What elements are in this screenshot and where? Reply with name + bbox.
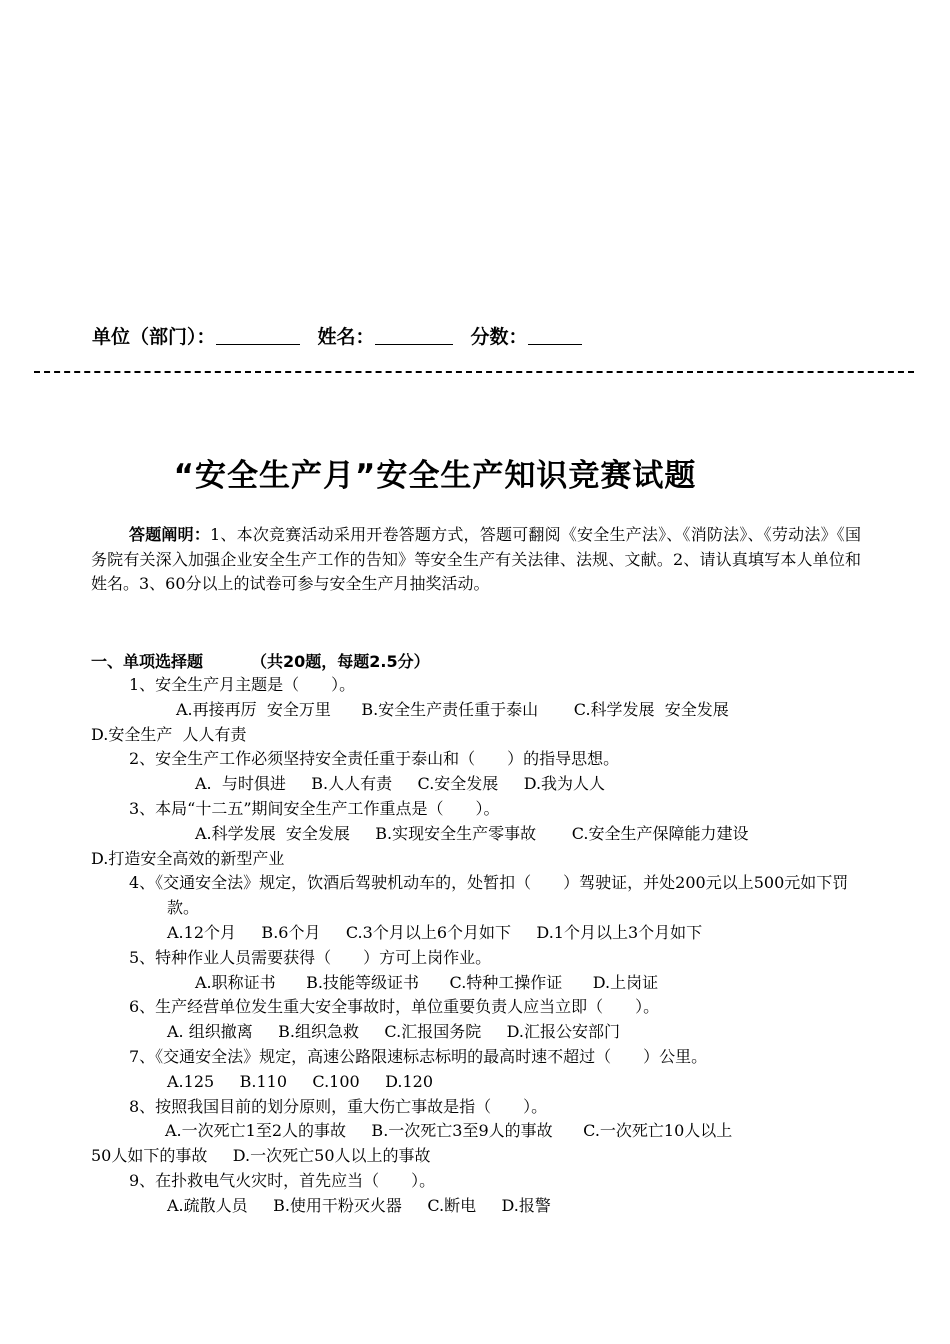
question-list (91, 673, 863, 1219)
question-stem: 2、安全生产工作必须坚持安全责任重于泰山和（ ）的指导思想。 (129, 749, 620, 769)
unit-blank[interactable] (216, 326, 300, 345)
exam-title: “安全生产月”安全生产知识竞赛试题 (173, 458, 697, 494)
section-heading (91, 649, 430, 672)
question-options: A. 组织撤离 B.组织急救 C.汇报国务院 D.汇报公安部门 (167, 1022, 620, 1042)
section-subtitle: （共20题，每题2.5分） (251, 652, 430, 671)
score-label: 分数： (470, 326, 528, 348)
instructions-text: 1、本次竞赛活动采用开卷答题方式，答题可翻阅《安全生产法》、《消防法》、《劳动法》《国务院有关深入加强企业安全生产工作的告知》等安全生产有关法律、法规、文献。2、请认真填写本人单位和姓名。3、60分以上的试卷可参与安全生产月抽奖活动。 (91, 525, 861, 593)
question-options: A. 与时俱进 B.人人有责 C.安全发展 D.我为人人 (195, 774, 606, 794)
instructions-label: 答题阐明： (129, 525, 211, 544)
question-stem: 8、按照我国目前的划分原则，重大伤亡事故是指（ ）。 (129, 1096, 548, 1116)
question-stem: 1、安全生产月主题是（ ）。 (129, 675, 356, 694)
question-stem: 7、《交通安全法》规定，高速公路限速标志标明的最高时速不超过（ ）公里。 (129, 1046, 708, 1066)
instructions (91, 523, 861, 597)
score-blank[interactable] (528, 326, 582, 345)
question-options: A.125 B.110 C.100 D.120 (167, 1071, 434, 1091)
question-stem: 3、本局“十二五”期间安全生产工作重点是（ ）。 (129, 798, 500, 818)
question-options: A.12个月 B.6个月 C.3个月以上6个月如下 D.1个月以上3个月如下 (167, 922, 703, 942)
question-stem: 5、特种作业人员需要获得（ ）方可上岗作业。 (129, 947, 492, 967)
unit-label: 单位（部门）： (92, 326, 216, 348)
question-options-continued: D.打造安全高效的新型产业 (91, 848, 285, 868)
question-options: A.职称证书 B.技能等级证书 C.特种工操作证 D.上岗证 (195, 972, 659, 992)
question-options: A.科学发展 安全发展 B.实现安全生产零事故 C.安全生产保障能力建设 (195, 823, 749, 843)
name-label: 姓名： (317, 326, 375, 348)
question-options: A.一次死亡1至2人的事故 B.一次死亡3至9人的事故 C.一次死亡10人以上 (165, 1121, 733, 1141)
cut-line-divider (34, 371, 914, 373)
question-options-continued: D.安全生产 人人有责 (91, 724, 247, 744)
exam-header (92, 322, 582, 349)
question-options-continued: 50人如下的事故 D.一次死亡50人以上的事故 (91, 1146, 431, 1166)
section-title: 一、单项选择题 (91, 652, 204, 671)
question-stem: 9、在扑救电气火灾时，首先应当（ ）。 (129, 1170, 436, 1190)
name-blank[interactable] (375, 326, 453, 345)
question-stem: 4、《交通安全法》规定，饮酒后驾驶机动车的，处暂扣（ ）驾驶证，并处200元以上500元如下罚款。 (129, 873, 849, 918)
question-stem: 6、生产经营单位发生重大安全事故时，单位重要负责人应当立即（ ）。 (129, 997, 660, 1017)
question-options: A.再接再厉 安全万里 B.安全生产责任重于泰山 C.科学发展 安全发展 (176, 699, 729, 719)
question-options: A.疏散人员 B.使用干粉灭火器 C.断电 D.报警 (167, 1195, 551, 1215)
